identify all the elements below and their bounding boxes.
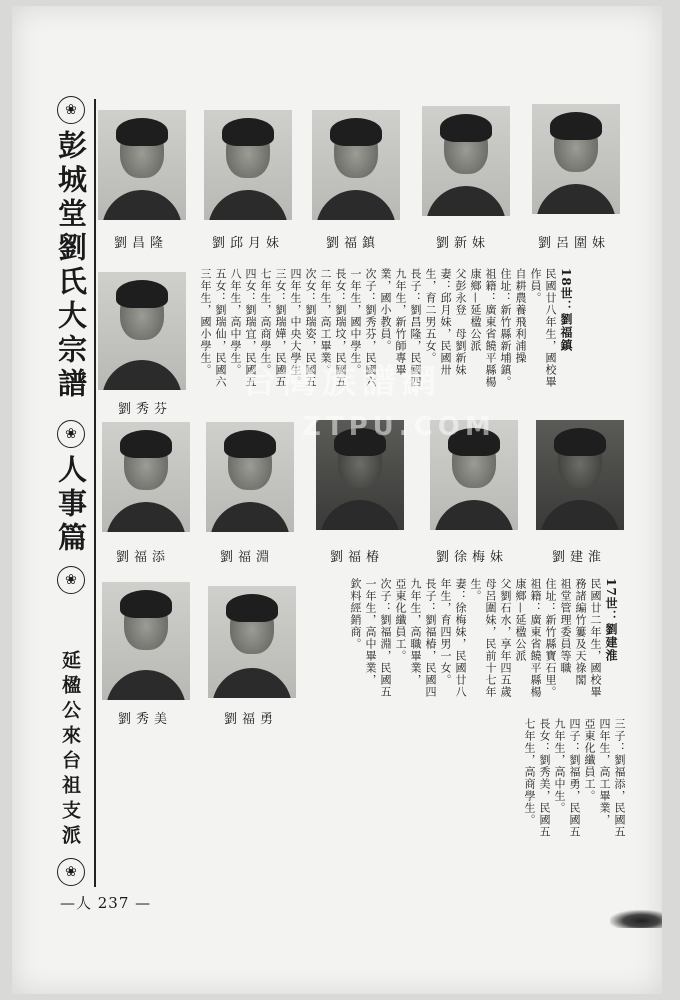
bio-line: 四年生，高工畢業，	[598, 718, 611, 826]
bio-line: 父劉石水，享年四五歲	[499, 578, 512, 698]
book-title: 彭城堂劉氏大宗譜	[54, 130, 88, 402]
portrait-photo	[98, 272, 186, 390]
generation-heading: 17世：劉建淮	[604, 578, 618, 662]
photo-caption: 劉福淵	[220, 550, 275, 565]
bio-line: 康鄉—延楹公派	[469, 268, 482, 352]
biography-gen17	[348, 578, 618, 728]
photo-caption: 劉福鎮	[326, 236, 381, 251]
bio-line: 四年生，中央大學生。	[289, 268, 302, 388]
bio-line: 一年生，國中學生。	[349, 268, 362, 376]
bio-line: 祖堂管理委員等職	[559, 578, 572, 674]
bio-line: 父彭永登 母劉新妹	[454, 268, 467, 376]
photo-caption: 劉邱月妹	[212, 236, 285, 251]
bio-line: 四女：劉瑞宜，民國五	[244, 268, 257, 388]
generation-heading: 18世：劉福鎮	[559, 268, 573, 352]
watermark-url: ZTPU.COM	[302, 412, 496, 442]
bio-line: 長女：劉秀美，民國五	[538, 718, 551, 838]
bio-line: 三年生，國小學生。	[199, 268, 212, 376]
bio-line: 次女：劉瑞姿，民國五	[304, 268, 317, 388]
bio-line: 五女：劉瑞仙，民國六	[214, 268, 227, 388]
portrait-photo	[204, 110, 292, 220]
bio-line: 年生，育四男一女。	[439, 578, 452, 686]
bio-line: 民國廿二年生，國校畢	[589, 578, 602, 698]
bio-line: 九年生，高職畢業，	[409, 578, 422, 686]
portrait-photo	[102, 422, 190, 532]
genealogy-page	[12, 6, 662, 994]
bio-line: 業，國小教員。	[379, 268, 392, 352]
bio-line: 七年生，高商學生。	[523, 718, 536, 826]
section-title: 人事篇	[54, 454, 88, 556]
photo-caption: 劉福勇	[224, 712, 279, 727]
bio-line: 住址：新竹縣新埔鎮。	[499, 268, 512, 388]
bio-line: 九年生，新竹師專畢	[394, 268, 407, 376]
photo-caption: 劉昌隆	[114, 236, 169, 251]
bio-line: 妻：徐梅妹，民國廿八	[454, 578, 467, 698]
bio-line: 務諸編竹簍及天祿閣	[574, 578, 587, 686]
vertical-divider	[94, 99, 96, 887]
bio-line: 三子：劉福添，民國五	[613, 718, 626, 838]
bio-line: 八年生，高中學生。	[229, 268, 242, 376]
photo-caption: 劉新妹	[436, 236, 491, 251]
bio-line: 生，育二男五女。	[424, 268, 437, 364]
bio-line: 二年生，高工畢業。	[319, 268, 332, 376]
bio-line: 祖籍：廣東省饒平縣楊	[529, 578, 542, 698]
flower-emblem-icon: ❀	[57, 566, 85, 594]
portrait-photo	[208, 586, 296, 698]
bio-line: 長子：劉昌隆，民國四	[409, 268, 422, 388]
portrait-photo	[536, 420, 624, 530]
biography-gen18	[198, 268, 573, 428]
bio-line: 四子：劉福勇，民國五	[568, 718, 581, 838]
photo-caption: 劉建淮	[552, 550, 607, 565]
bio-line: 七年生，高商學生。	[259, 268, 272, 376]
portrait-photo	[532, 104, 620, 214]
bio-line: 欽料經銷商。	[349, 578, 362, 650]
portrait-photo	[312, 110, 400, 220]
flower-emblem-icon: ❀	[57, 420, 85, 448]
bio-line: 祖籍：廣東省饒平縣楊	[484, 268, 497, 388]
portrait-photo	[98, 110, 186, 220]
bio-line: 康鄉—延楹公派	[514, 578, 527, 662]
ink-smudge	[610, 910, 662, 928]
bio-line: 作員。	[529, 268, 542, 304]
bio-line: 亞東化纖員工。	[394, 578, 407, 662]
photo-caption: 劉秀芬	[118, 402, 173, 417]
watermark-text: 台灣族譜網	[242, 362, 442, 402]
portrait-photo	[422, 106, 510, 216]
portrait-photo	[206, 422, 294, 532]
bio-line: 自耕農養飛利浦操	[514, 268, 527, 364]
photo-caption: 劉福椿	[330, 550, 385, 565]
photo-caption: 劉呂圍妹	[538, 236, 611, 251]
page-number: —人 237 —	[60, 894, 152, 912]
branch-subtitle: 延楹公來台祖支派	[59, 650, 81, 850]
bio-line: 民國廿八年生，國校畢	[544, 268, 557, 388]
bio-line: 次子：劉秀芬，民國六	[364, 268, 377, 388]
bio-line: 亞東化纖員工。	[583, 718, 596, 802]
bio-line: 九年生，高中生。	[553, 718, 566, 814]
bio-line: 住址：新竹縣寶石里。	[544, 578, 557, 698]
bio-line: 長女：劉瑞坟，民國五	[334, 268, 347, 388]
photo-caption: 劉秀美	[118, 712, 173, 727]
flower-emblem-icon: ❀	[57, 858, 85, 886]
bio-line: 長子：劉福椿，民國四	[424, 578, 437, 698]
photo-caption: 劉福添	[116, 550, 171, 565]
bio-line: 三女：劉瑞嬅，民國五	[274, 268, 287, 388]
bio-line: 妻：邱月妹，民國卅	[439, 268, 452, 376]
portrait-photo	[102, 582, 190, 700]
bio-line: 次子：劉福淵，民國五	[379, 578, 392, 698]
bio-line: 生。	[469, 578, 482, 602]
biography-gen17-continued	[522, 718, 627, 868]
bio-line: 母呂圍妹，民前十七年	[484, 578, 497, 698]
bio-line: 一年生，高中畢業，	[364, 578, 377, 686]
photo-caption: 劉徐梅妹	[436, 550, 509, 565]
flower-emblem-icon: ❀	[57, 96, 85, 124]
